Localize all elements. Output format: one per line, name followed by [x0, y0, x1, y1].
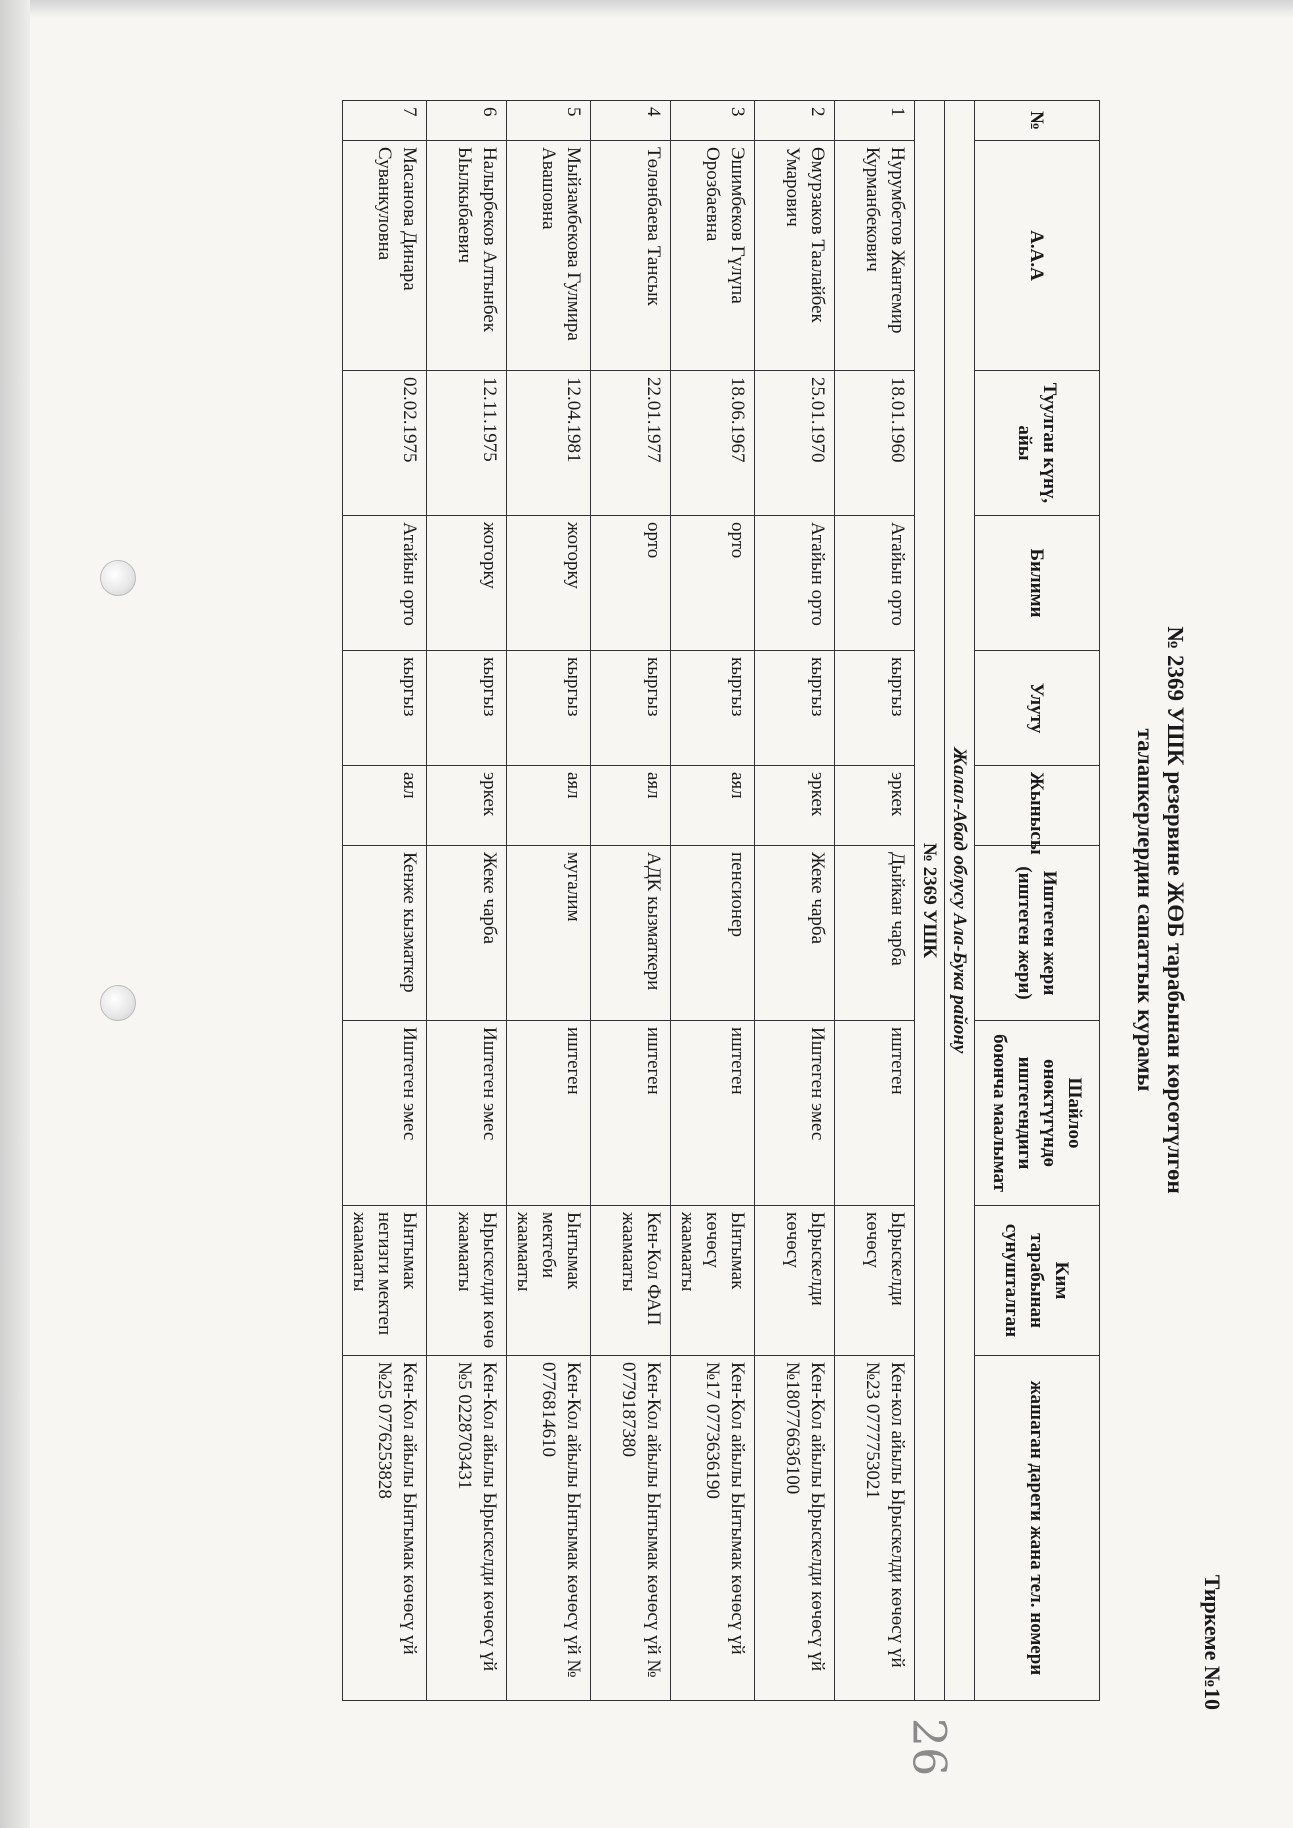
- table-cell: Атайын орто: [755, 516, 835, 651]
- table-cell: иштеген: [507, 1021, 591, 1206]
- commission-heading: № 2369 УШК: [915, 101, 945, 1701]
- header-cell: жашаган дареги жана тел. номери: [975, 1356, 1100, 1701]
- header-cell: №: [975, 101, 1100, 141]
- table-cell: кыргыз: [835, 651, 915, 766]
- table-cell: эркек: [427, 766, 507, 846]
- table-cell: Ырыскелди көчөсү: [755, 1206, 835, 1356]
- table-cell: аял: [591, 766, 671, 846]
- table-cell: Иштеген эмес: [343, 1021, 427, 1206]
- table-cell: 5: [507, 101, 591, 141]
- table-cell: кыргыз: [507, 651, 591, 766]
- table-cell: 02.02.1975: [343, 371, 427, 516]
- table-cell: 4: [591, 101, 671, 141]
- table-cell: Кен-Кол айылы Ынтымак көчөсү үй №17 0773636190: [671, 1356, 755, 1701]
- table-cell: жогорку: [507, 516, 591, 651]
- table-row: [427, 101, 507, 1701]
- region-heading: Жалал-Абад облусу Ала-Бука району: [945, 101, 975, 1701]
- table-cell: аял: [671, 766, 755, 846]
- table-cell: жогорку: [427, 516, 507, 651]
- table-cell: 25.01.1970: [755, 371, 835, 516]
- table-cell: орто: [591, 516, 671, 651]
- table-cell: пенсионер: [671, 846, 755, 1021]
- table-cell: Кен-Кол айылы Ынтымак көчөсү үй № 0779187380: [591, 1356, 671, 1701]
- table-cell: 6: [427, 101, 507, 141]
- table-cell: эркек: [755, 766, 835, 846]
- appendix-label: Тиркеме №10: [1200, 1574, 1225, 1710]
- header-cell: Улуту: [975, 651, 1100, 766]
- table-cell: мугалим: [507, 846, 591, 1021]
- header-cell: Туулган күнү, айы: [975, 371, 1100, 516]
- table-cell: Кен-Кол айылы Ырыскелди көчөсү үй №18077663б100: [755, 1356, 835, 1701]
- table-row: [835, 101, 915, 1701]
- table-cell: 18.06.1967: [671, 371, 755, 516]
- table-cell: Кен-Кол ФАП жаамааты: [591, 1206, 671, 1356]
- table-cell: Төлөнбаева Тансык: [591, 141, 671, 371]
- header-cell: Иштеген жери (иштеген жери): [975, 846, 1100, 1021]
- table-cell: иштеген: [835, 1021, 915, 1206]
- table-cell: орто: [671, 516, 755, 651]
- candidates-table: [342, 100, 1100, 1701]
- header-cell: Шайлоо өнөктүгүндө иштегендиги боюнча маалымат: [975, 1021, 1100, 1206]
- table-cell: 12.11.1975: [427, 371, 507, 516]
- table-cell: кыргыз: [343, 651, 427, 766]
- table-cell: Мыйзамбекова Гулмира Авашовна: [507, 141, 591, 371]
- table-cell: Ырыскелди көчөсү: [835, 1206, 915, 1356]
- table-cell: Иштеген эмес: [427, 1021, 507, 1206]
- table-cell: кыргыз: [755, 651, 835, 766]
- table-cell: Өмурзаков Таалайбек Умарович: [755, 141, 835, 371]
- table-cell: Иштеген эмес: [755, 1021, 835, 1206]
- document-title: [1130, 50, 1190, 1770]
- table-cell: Кен-кол айылы Ырыскелди көчөсү үй №23 0777753021: [835, 1356, 915, 1701]
- rotated-document-content: [20, 50, 1260, 1770]
- table-cell: 7: [343, 101, 427, 141]
- table-cell: Кен-Кол айылы Ынтымак көчөсү үй №25 0776253828: [343, 1356, 427, 1701]
- table-cell: Налырбеков Алтынбек Ыылкыбаевич: [427, 141, 507, 371]
- table-cell: кыргыз: [427, 651, 507, 766]
- table-cell: кыргыз: [591, 651, 671, 766]
- table-cell: эркек: [835, 766, 915, 846]
- table-cell: 12.04.1981: [507, 371, 591, 516]
- table-cell: кыргыз: [671, 651, 755, 766]
- table-cell: Ырыскелди көчө жаамааты: [427, 1206, 507, 1356]
- header-cell: А.А.А: [975, 141, 1100, 371]
- table-row: [671, 101, 755, 1701]
- header-row: [975, 101, 1100, 1701]
- table-row: [343, 101, 427, 1701]
- table-cell: аял: [507, 766, 591, 846]
- table-cell: Ынтымак мектеби жаамааты: [507, 1206, 591, 1356]
- table-cell: Жеке чарба: [755, 846, 835, 1021]
- table-cell: Жеке чарба: [427, 846, 507, 1021]
- table-cell: 18.01.1960: [835, 371, 915, 516]
- table-row: [755, 101, 835, 1701]
- header-cell: Ким тарабынан сунушталган: [975, 1206, 1100, 1356]
- table-cell: Дыйкан чарба: [835, 846, 915, 1021]
- title-line-2: талапкерлердин сапаттык курамы: [1133, 728, 1158, 1092]
- table-cell: аял: [343, 766, 427, 846]
- table-cell: Ынтымак негизги мектеп жаамааты: [343, 1206, 427, 1356]
- header-cell: Билими: [975, 516, 1100, 651]
- table-cell: 3: [671, 101, 755, 141]
- header-cell: Жынысы: [975, 766, 1100, 846]
- table-cell: Кенже кызматкер: [343, 846, 427, 1021]
- region-row: [945, 101, 975, 1701]
- table-cell: АДК кызматкери: [591, 846, 671, 1021]
- table-cell: Кен-Кол айылы Ынтымак көчөсү үй № 0776814610: [507, 1356, 591, 1701]
- handwritten-page-number: 26: [902, 1717, 957, 1777]
- table-row: [507, 101, 591, 1701]
- table-cell: Атайын орто: [343, 516, 427, 651]
- table-cell: Кен-Кол айылы Ырыскелди көчөсү үй №5 0228703431: [427, 1356, 507, 1701]
- table-cell: Ынтымак көчөсү жаамааты: [671, 1206, 755, 1356]
- table-cell: Эшимбеков Гүлүпа Орозбаевна: [671, 141, 755, 371]
- table-cell: Атайын орто: [835, 516, 915, 651]
- table-cell: 1: [835, 101, 915, 141]
- title-line-1: № 2369 УШК резервине ЖӨБ тарабынан көрсөтүлгөн: [1163, 626, 1188, 1194]
- commission-row: [915, 101, 945, 1701]
- table-row: [591, 101, 671, 1701]
- table-cell: Нурумбетов Жантемир Курманбекович: [835, 141, 915, 371]
- table-cell: 22.01.1977: [591, 371, 671, 516]
- table-cell: иштеген: [591, 1021, 671, 1206]
- table-cell: 2: [755, 101, 835, 141]
- page-top-edge: [0, 0, 1293, 18]
- table-cell: иштеген: [671, 1021, 755, 1206]
- table-cell: Масанова Динара Суванкуловна: [343, 141, 427, 371]
